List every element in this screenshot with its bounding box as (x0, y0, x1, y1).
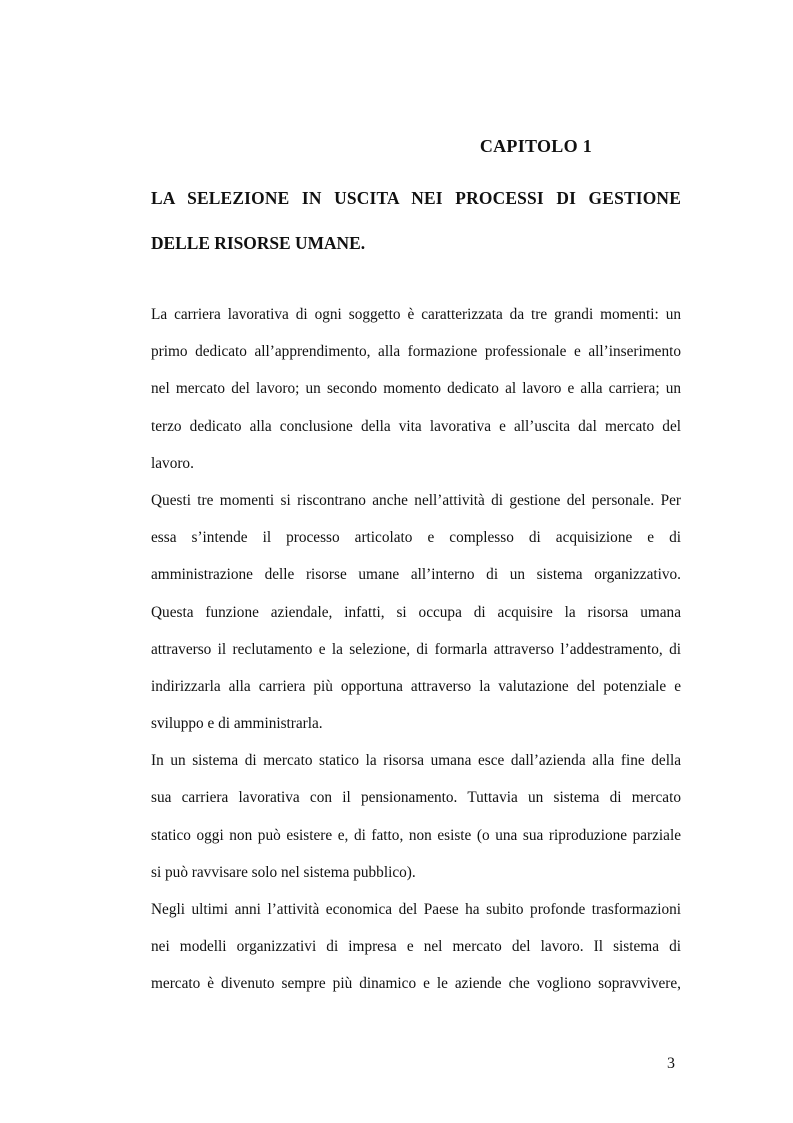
body-line: La carriera lavorativa di ogni soggetto è caratterizzata da tre grandi momenti: un (151, 306, 681, 323)
body-line: Negli ultimi anni l’attività economica del Paese ha subito profonde trasformazioni (151, 901, 681, 918)
body-line: statico oggi non può esistere e, di fatto, non esiste (o una sua riproduzione parziale (151, 826, 681, 844)
body-line: nei modelli organizzativi di impresa e nel mercato del lavoro. Il sistema di (151, 938, 681, 956)
body-line: mercato è divenuto sempre più dinamico e le aziende che vogliono sopravvivere, (151, 975, 681, 993)
chapter-title-line-1: LA SELEZIONE IN USCITA NEI PROCESSI DI GESTIONE (151, 188, 681, 208)
body-line: primo dedicato all’apprendimento, alla formazione professionale e all’inserimento (151, 343, 681, 361)
body-line: Questa funzione aziendale, infatti, si occupa di acquisire la risorsa umana (151, 603, 681, 621)
chapter-title (151, 176, 681, 266)
chapter-label (151, 135, 681, 157)
body-line: indirizzarla alla carriera più opportuna attraverso la valutazione del potenziale e (151, 677, 681, 695)
body-text (151, 296, 681, 1003)
body-line: essa s’intende il processo articolato e complesso di acquisizione e di (151, 529, 681, 547)
chapter-title-line-2: DELLE RISORSE UMANE. (151, 233, 366, 253)
body-line: sviluppo e di amministrarla. (151, 715, 323, 733)
body-line: sua carriera lavorativa con il pensionamento. Tuttavia un sistema di mercato (151, 789, 681, 807)
body-line: In un sistema di mercato statico la risorsa umana esce dall’azienda alla fine della (151, 752, 681, 770)
page-number: 3 (667, 1055, 675, 1072)
body-line: nel mercato del lavoro; un secondo momento dedicato al lavoro e alla carriera; un (151, 380, 681, 398)
chapter-label-text: CAPITOLO 1 (479, 136, 592, 156)
body-line: lavoro. (151, 454, 194, 472)
body-line: attraverso il reclutamento e la selezione, di formarla attraverso l’addestramento, di (151, 640, 681, 658)
body-line: Questi tre momenti si riscontrano anche nell’attività di gestione del personale. Per (151, 491, 681, 509)
body-line: terzo dedicato alla conclusione della vita lavorativa e all’uscita dal mercato del (151, 417, 681, 435)
body-line: amministrazione delle risorse umane all’interno di un sistema organizzativo. (151, 566, 681, 584)
body-line: si può ravvisare solo nel sistema pubblico). (151, 863, 416, 881)
